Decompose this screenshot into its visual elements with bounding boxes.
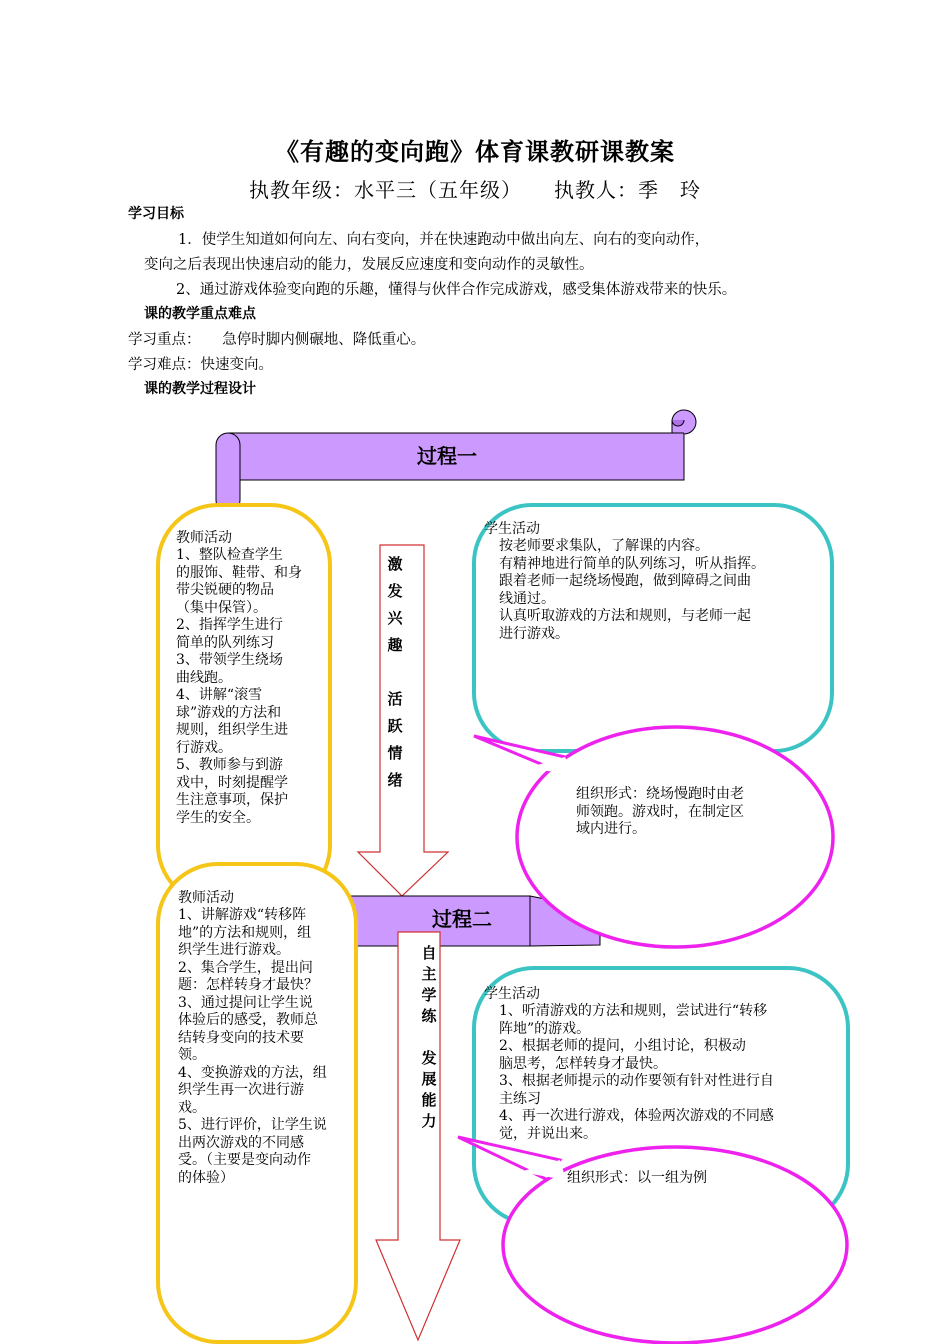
teacher-activity-line: 领。 — [178, 1047, 206, 1063]
teacher-activity-line: 1、整队检查学生 — [176, 547, 283, 563]
arrow-char: 激 — [387, 555, 403, 573]
teacher-activity-line: 学生的安全。 — [176, 809, 260, 826]
student-activity-line: 有精神地进行简单的队列练习，听从指挥。 — [499, 555, 765, 572]
teacher-activity-line: 生注意事项，保护 — [176, 792, 288, 808]
organization-line: 组织形式：绕场慢跑时由老 — [576, 786, 744, 802]
student-activity-line: 脑思考，怎样转身才最快。 — [499, 1055, 667, 1072]
teacher-activity-line: 1、讲解游戏“转移阵 — [178, 907, 307, 923]
organization-line: 师领跑。游戏时，在制定区 — [576, 803, 744, 820]
difficulty-point: 学习难点：快速变向。 — [128, 357, 273, 373]
doc-subtitle — [0, 174, 950, 203]
student-activity-line: 4、再一次进行游戏，体验两次游戏的不同感 — [499, 1108, 774, 1124]
student-activity-line: 按老师要求集队，了解课的内容。 — [499, 538, 709, 554]
process2-organization — [567, 1170, 787, 1188]
process1-student-title: 学生活动 — [484, 521, 540, 537]
teacher-activity-line: 结转身变向的技术要 — [178, 1029, 304, 1046]
teacher-activity-line: 4、讲解“滚雪 — [176, 687, 263, 703]
arrow-char: 发 — [421, 1049, 437, 1067]
objective-1-line-2: 变向之后表现出快速启动的能力，发展反应速度和变向动作的灵敏性。 — [144, 257, 594, 273]
student-activity-line: 进行游戏。 — [499, 625, 569, 642]
teacher-activity-line: （集中保管）。 — [176, 599, 267, 616]
process2-teacher-title: 教师活动 — [178, 890, 234, 906]
teacher-activity-line: 织学生再一次进行游 — [178, 1082, 304, 1098]
arrow-char: 活 — [387, 690, 403, 708]
objective-2: 2、通过游戏体验变向跑的乐趣，懂得与伙伴合作完成游戏，感受集体游戏带来的快乐。 — [176, 282, 737, 298]
arrow-char: 趣 — [387, 636, 403, 654]
teacher-activity-line: 2、集合学生，提出问 — [178, 959, 313, 976]
teacher-activity-line: 曲线跑。 — [176, 669, 232, 686]
student-activity-line: 主练习 — [499, 1090, 541, 1107]
process2-arrow-text — [418, 942, 440, 1131]
teacher-activity-line: 戏。 — [178, 1099, 206, 1116]
grade-label: 执教年级：水平三（五年级） — [249, 178, 522, 202]
arrow-char: 学 — [421, 986, 437, 1004]
teacher-activity-line: 地”的方法和规则，组 — [178, 924, 312, 941]
arrow-char: 绪 — [387, 771, 403, 789]
teacher-activity-line: 5、进行评价，让学生说 — [178, 1117, 327, 1133]
organization-line: 域内进行。 — [576, 821, 646, 837]
teacher-activity-line: 出两次游戏的不同感 — [178, 1134, 304, 1151]
process2-student-list — [499, 1003, 829, 1143]
arrow-char: 跃 — [387, 717, 403, 735]
arrow-char: 力 — [421, 1112, 437, 1130]
student-activity-line: 跟着老师一起绕场慢跑，做到障碍之间曲 — [499, 573, 751, 589]
arrow-char — [418, 1026, 440, 1047]
arrow-char — [384, 661, 406, 688]
student-activity-line: 1、听清游戏的方法和规则，尝试进行“转移 — [499, 1003, 768, 1019]
teacher-activity-line: 2、指挥学生进行 — [176, 617, 283, 633]
arrow-char: 能 — [421, 1091, 437, 1109]
student-activity-line: 2、根据老师的提问，小组讨论，积极动 — [499, 1038, 746, 1054]
teacher-activity-line: 简单的队列练习 — [176, 634, 274, 651]
teacher-activity-line: 行游戏。 — [176, 739, 232, 756]
teacher-activity-line: 织学生进行游戏。 — [178, 942, 290, 958]
teacher-activity-line: 带尖锐硬的物品 — [176, 582, 274, 598]
arrow-char: 自 — [421, 944, 437, 962]
teacher-activity-line: 受。（主要是变向动作 — [178, 1152, 311, 1168]
teacher-activity-line: 题：怎样转身才最快？ — [178, 977, 318, 993]
student-activity-line: 觉，并说出来。 — [499, 1125, 597, 1142]
key-points-heading: 课的教学重点难点 — [144, 306, 256, 322]
teacher-activity-line: 规则，组织学生进 — [176, 722, 288, 738]
teacher-activity-line: 戏中，时刻提醒学 — [176, 774, 288, 791]
student-activity-line: 线通过。 — [499, 590, 555, 607]
arrow-char: 主 — [421, 965, 437, 983]
teacher-activity-line: 球”游戏的方法和 — [176, 704, 282, 721]
teacher-activity-line: 体验后的感受，教师总 — [178, 1012, 318, 1028]
teacher-activity-line: 5、教师参与到游 — [176, 757, 283, 773]
teacher-activity-line: 3、通过提问让学生说 — [178, 994, 313, 1011]
process-heading: 课的教学过程设计 — [144, 381, 256, 397]
arrow-char: 发 — [387, 582, 403, 600]
arrow-char: 兴 — [387, 609, 403, 627]
objective-1-line-1: 1．使学生知道如何向左、向右变向，并在快速跑动中做出向左、向右的变向动作， — [178, 232, 710, 248]
student-activity-line: 阵地”的游戏。 — [499, 1020, 591, 1037]
process2-label: 过程二 — [432, 907, 492, 931]
key-point: 学习重点： 急停时脚内侧碾地、降低重心。 — [128, 332, 426, 348]
teacher-activity-line: 4、变换游戏的方法，组 — [178, 1064, 327, 1081]
process1-student-list — [499, 538, 819, 643]
student-activity-line: 认真听取游戏的方法和规则，与老师一起 — [499, 608, 751, 624]
process1-arrow-text — [384, 553, 406, 796]
teacher-activity-line: 3、带领学生绕场 — [176, 652, 283, 668]
process2-teacher-list — [178, 907, 344, 1187]
process1-teacher-title: 教师活动 — [176, 530, 232, 546]
organization-line: 组织形式：以一组为例 — [567, 1170, 707, 1186]
objectives-heading: 学习目标 — [128, 206, 184, 222]
teacher-activity-line: 的体验） — [178, 1169, 234, 1186]
arrow-char: 情 — [387, 744, 403, 762]
process1-teacher-list — [176, 547, 316, 827]
doc-title: 《有趣的变向跑》体育课教研课教案 — [275, 138, 675, 166]
arrow-char: 展 — [421, 1070, 437, 1088]
process1-label: 过程一 — [417, 444, 477, 468]
student-activity-line: 3、根据老师提示的动作要领有针对性进行自 — [499, 1073, 774, 1089]
teacher-label: 执教人：季 玲 — [554, 178, 701, 202]
process1-organization — [576, 786, 786, 839]
teacher-activity-line: 的服饰、鞋带、和身 — [176, 564, 302, 581]
process2-student-title: 学生活动 — [484, 986, 540, 1002]
arrow-char: 练 — [421, 1007, 437, 1025]
